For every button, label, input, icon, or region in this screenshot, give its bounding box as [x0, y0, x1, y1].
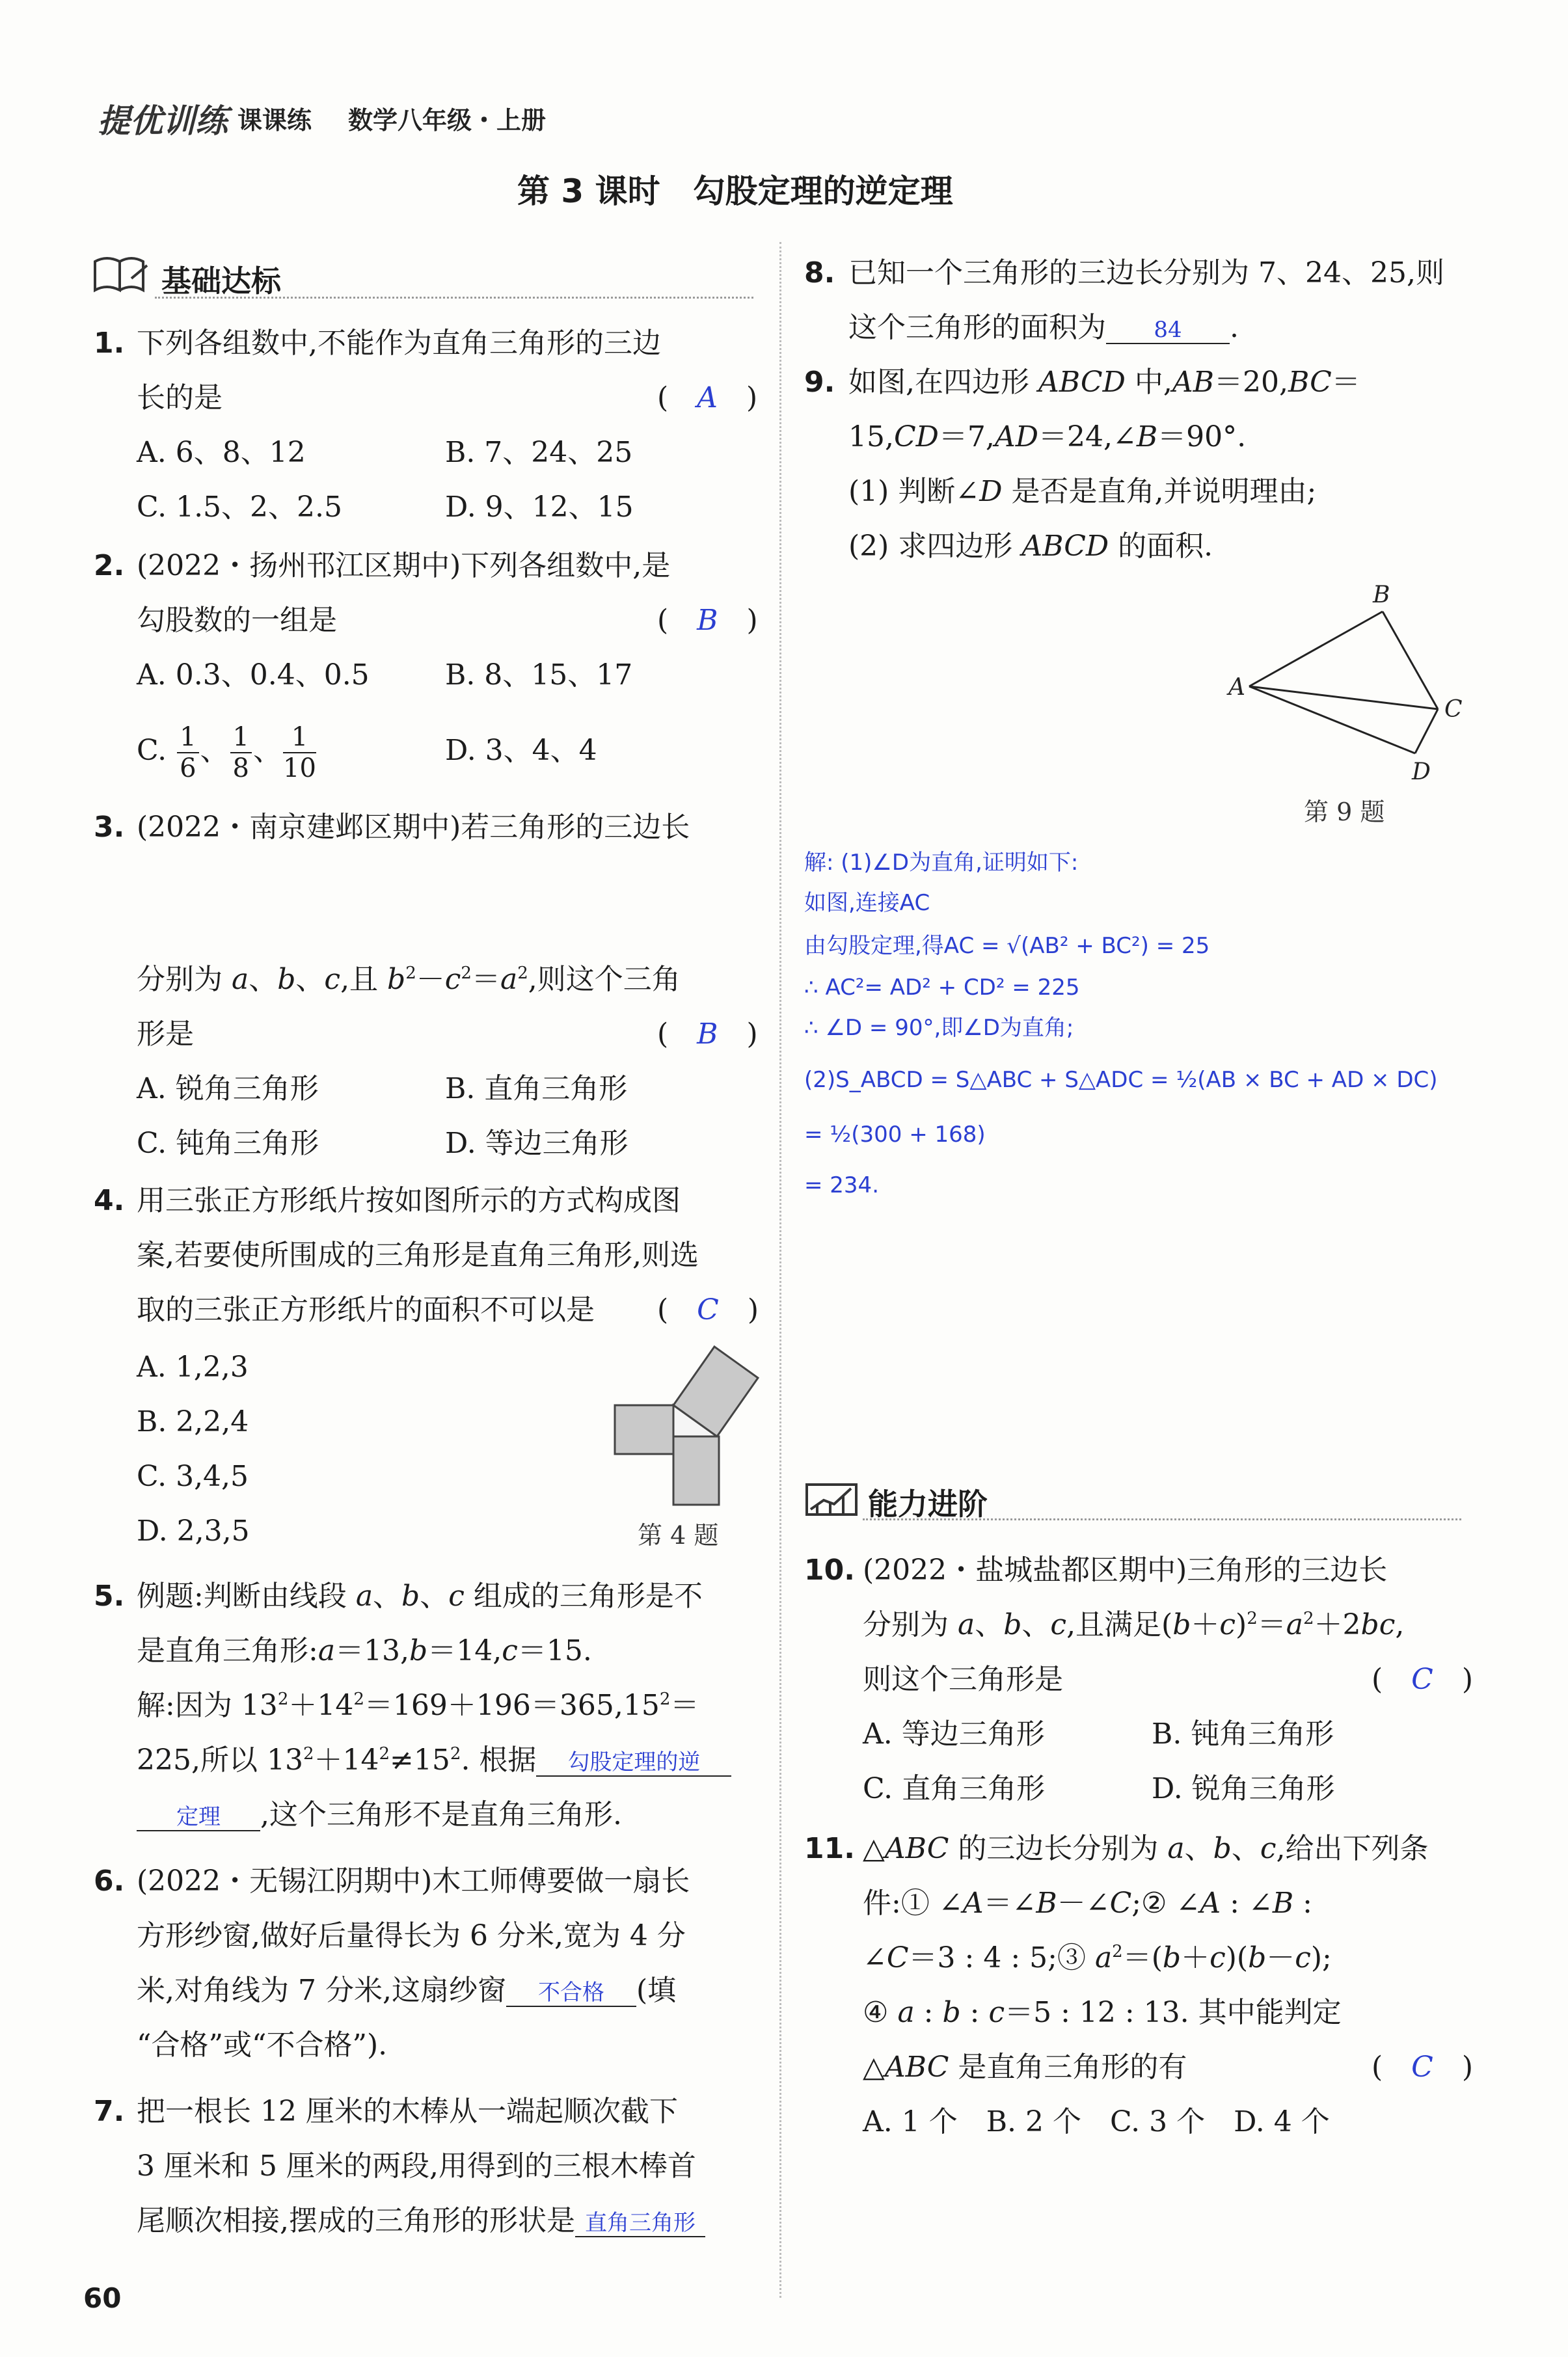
chart-icon [804, 1477, 860, 1517]
q4-answer-bracket: ( C ) [657, 1293, 759, 1327]
q8-number: 8. [804, 256, 835, 290]
brand-logo: 提优训练 [98, 102, 228, 140]
q5-line1: 例题:判断由线段 a、b、c 组成的三角形是不 [137, 1580, 703, 1613]
q7-line2: 3 厘米和 5 厘米的两段,用得到的三根木棒首 [137, 2149, 696, 2183]
q9-solution-line1: 解: (1)∠D为直角,证明如下: [804, 850, 1079, 876]
q3-stem-line2: 分别为 a、b、c,且 $b^2-c^2=a^2$,则这个三角 [137, 963, 681, 996]
q1-option-c: C. 1.5、2、2.5 [137, 491, 343, 524]
q8-blank[interactable]: 84 [1106, 317, 1230, 344]
q7-line3: 尾顺次相接,摆成的三角形的形状是 直角三角形 [137, 2203, 705, 2239]
column-divider [779, 242, 781, 2298]
q4-number: 4. [94, 1184, 125, 1217]
q10-answer: C [1411, 1663, 1433, 1696]
q9-solution-line4: ∴ AC²= AD² + CD² = 225 [804, 975, 1080, 1001]
q1-stem-line2: 长的是 [137, 381, 223, 414]
q9-solution-line5: ∴ ∠D = 90°,即∠D为直角; [804, 1015, 1074, 1041]
q11-line5: △ABC 是直角三角形的有 [863, 2051, 1187, 2084]
q10-option-a: A. 等边三角形 [863, 1717, 1045, 1751]
q2-answer-bracket: ( B ) [657, 604, 758, 637]
q5-line5: 定理 ,这个三角形不是直角三角形. [137, 1797, 622, 1833]
vertex-d-label: D [1412, 759, 1431, 785]
q5-blank-1[interactable]: 勾股定理的逆 [536, 1749, 731, 1777]
q3-answer-bracket: ( B ) [657, 1017, 758, 1051]
q10-option-b: B. 钝角三角形 [1152, 1717, 1334, 1751]
section-basic-rule [155, 297, 753, 299]
q4-option-d: D. 2,3,5 [137, 1515, 250, 1548]
q5-line2: 是直角三角形:a＝13,b＝14,c＝15. [137, 1634, 592, 1667]
q4-stem-line3: 取的三张正方形纸片的面积不可以是 [137, 1293, 595, 1327]
lesson-title: 第 3 课时 勾股定理的逆定理 [517, 172, 953, 210]
q11-number: 11. [804, 1832, 855, 1865]
q1-stem-line1: 下列各组数中,不能作为直角三角形的三边 [137, 327, 661, 360]
q9-line2: 15,CD＝7,AD＝24,∠B＝90°. [848, 420, 1247, 453]
q11-line4: ④ a : b : c＝5 : 12 : 13. 其中能判定 [863, 1996, 1342, 2029]
q4-figure-caption: 第 4 题 [638, 1521, 719, 1550]
q11-line3: ∠C＝3 : 4 : 5;③ $a^2=(b+c)(b-c)$; [863, 1941, 1332, 1974]
q4-stem-line2: 案,若要使所围成的三角形是直角三角形,则选 [137, 1239, 699, 1272]
q5-blank-2[interactable]: 定理 [137, 1804, 260, 1831]
q9-solution-line8: = 234. [804, 1172, 879, 1198]
q6-blank[interactable]: 不合格 [506, 1980, 636, 2007]
q6-line4: “合格”或“不合格”). [137, 2028, 388, 2062]
q1-option-a: A. 6、8、12 [137, 436, 306, 469]
header [91, 91, 1483, 143]
q2-number: 2. [94, 549, 125, 582]
q6-number: 6. [94, 1865, 125, 1898]
book-icon [91, 252, 150, 294]
q11-answer: C [1411, 2051, 1433, 2084]
q2-option-a: A. 0.3、0.4、0.5 [137, 658, 370, 692]
q3-option-d: D. 等边三角形 [445, 1127, 629, 1160]
q4-stem-line1: 用三张正方形纸片按如图所示的方式构成图 [137, 1184, 681, 1217]
q9-solution-line6: (2)S_ABCD = S△ABC + S△ADC = ½(AB × BC + AD × DC) [804, 1067, 1438, 1093]
q7-blank[interactable]: 直角三角形 [575, 2210, 705, 2237]
book-name: 数学八年级・上册 [348, 106, 547, 135]
vertex-b-label: B [1373, 582, 1390, 608]
q2-answer: B [697, 604, 718, 637]
q9-solution-line2: 如图,连接AC [804, 890, 930, 916]
q9-line1: 如图,在四边形 ABCD 中,AB＝20,BC＝ [848, 366, 1360, 399]
q6-line2: 方形纱窗,做好后量得长为 6 分米,宽为 4 分 [137, 1919, 686, 1952]
q6-line3: 米,对角线为 7 分米,这扇纱窗 不合格 (填 [137, 1974, 677, 2007]
q2-option-d: D. 3、4、4 [445, 734, 597, 767]
q4-option-a: A. 1,2,3 [137, 1351, 249, 1384]
series-name: 课课练 [237, 106, 312, 135]
q4-option-b: B. 2,2,4 [137, 1405, 249, 1438]
fraction-1-8: $\frac{1}{8}$ [230, 722, 252, 783]
vertex-c-label: C [1444, 696, 1463, 723]
q3-option-c: C. 钝角三角形 [137, 1127, 319, 1160]
vertex-a-label: A [1228, 674, 1245, 701]
q1-option-b: B. 7、24、25 [445, 436, 633, 469]
q11-answer-bracket: ( C ) [1372, 2051, 1474, 2084]
q8-line1: 已知一个三角形的三边长分别为 7、24、25,则 [848, 256, 1444, 290]
q9-figure-caption: 第 9 题 [1304, 798, 1385, 826]
q4-answer: C [697, 1293, 719, 1327]
section-advanced-title: 能力进阶 [868, 1487, 988, 1522]
q1-answer-bracket: ( A ) [657, 381, 758, 414]
q6-line1: (2022・无锡江阴期中)木工师傅要做一扇长 [137, 1865, 690, 1898]
q3-stem-line1: (2022・南京建邺区期中)若三角形的三边长 [137, 811, 690, 844]
q4-squares-figure [605, 1340, 761, 1509]
q1-answer: A [697, 381, 718, 414]
q7-number: 7. [94, 2095, 125, 2128]
q9-number: 9. [804, 366, 835, 399]
q2-option-c: C. $\frac{1}{6}$ 、 $\frac{1}{8}$ 、 $\frac{1}{10}$ [137, 721, 316, 783]
q2-option-c-label: C. [137, 734, 167, 767]
q3-stem-line3: 形是 [137, 1017, 194, 1051]
section-advanced-rule [863, 1518, 1461, 1520]
section-basic-title: 基础达标 [161, 263, 281, 299]
q1-option-d: D. 9、12、15 [445, 491, 634, 524]
q10-line1: (2022・盐城盐都区期中)三角形的三边长 [863, 1554, 1388, 1587]
q10-line3: 则这个三角形是 [863, 1663, 1063, 1696]
q10-answer-bracket: ( C ) [1372, 1663, 1474, 1696]
q5-line3: 解:因为 $13^2+14^2=169+196=365,15^2=$ [137, 1689, 699, 1722]
q11-line1: △ABC 的三边长分别为 a、b、c,给出下列条 [863, 1832, 1429, 1865]
fraction-1-6: $\frac{1}{6}$ [177, 722, 198, 783]
q10-option-d: D. 锐角三角形 [1152, 1772, 1335, 1805]
q2-stem-line2: 勾股数的一组是 [137, 604, 337, 637]
q2-stem-line1: (2022・扬州邗江区期中)下列各组数中,是 [137, 549, 671, 582]
q1-number: 1. [94, 327, 125, 360]
q11-line2: 件:① ∠A＝∠B－∠C;② ∠A : ∠B : [863, 1887, 1312, 1920]
q10-line2: 分别为 a、b、c,且满足$(b+c)^2=a^2+2bc$, [863, 1608, 1405, 1641]
q9-line3: (1) 判断∠D 是否是直角,并说明理由; [848, 475, 1317, 508]
q3-option-b: B. 直角三角形 [445, 1072, 628, 1105]
q8-line2: 这个三角形的面积为 84 . [848, 311, 1239, 344]
q9-solution-line7: = ½(300 + 168) [804, 1122, 986, 1148]
q10-option-c: C. 直角三角形 [863, 1772, 1046, 1805]
q10-number: 10. [804, 1554, 855, 1587]
q3-option-a: A. 锐角三角形 [137, 1072, 319, 1105]
q2-option-b: B. 8、15、17 [445, 658, 633, 692]
q9-quadrilateral-figure [1223, 572, 1483, 794]
q9-line4: (2) 求四边形 ABCD 的面积. [848, 530, 1213, 563]
q5-number: 5. [94, 1580, 125, 1613]
q5-line4: 225,所以 $13^2+14^2\ne 15^2$. 根据 勾股定理的逆 [137, 1742, 731, 1779]
q7-line1: 把一根长 12 厘米的木棒从一端起顺次截下 [137, 2095, 678, 2128]
page-number: 60 [83, 2282, 122, 2314]
fraction-1-10: $\frac{1}{10}$ [283, 721, 316, 783]
q3-number: 3. [94, 811, 125, 844]
q4-option-c: C. 3,4,5 [137, 1460, 249, 1493]
q3-answer: B [697, 1017, 718, 1051]
q9-solution-line3: 由勾股定理,得AC = √(AB² + BC²) = 25 [804, 933, 1210, 959]
q11-options: A. 1 个 B. 2 个 C. 3 个 D. 4 个 [863, 2105, 1330, 2138]
